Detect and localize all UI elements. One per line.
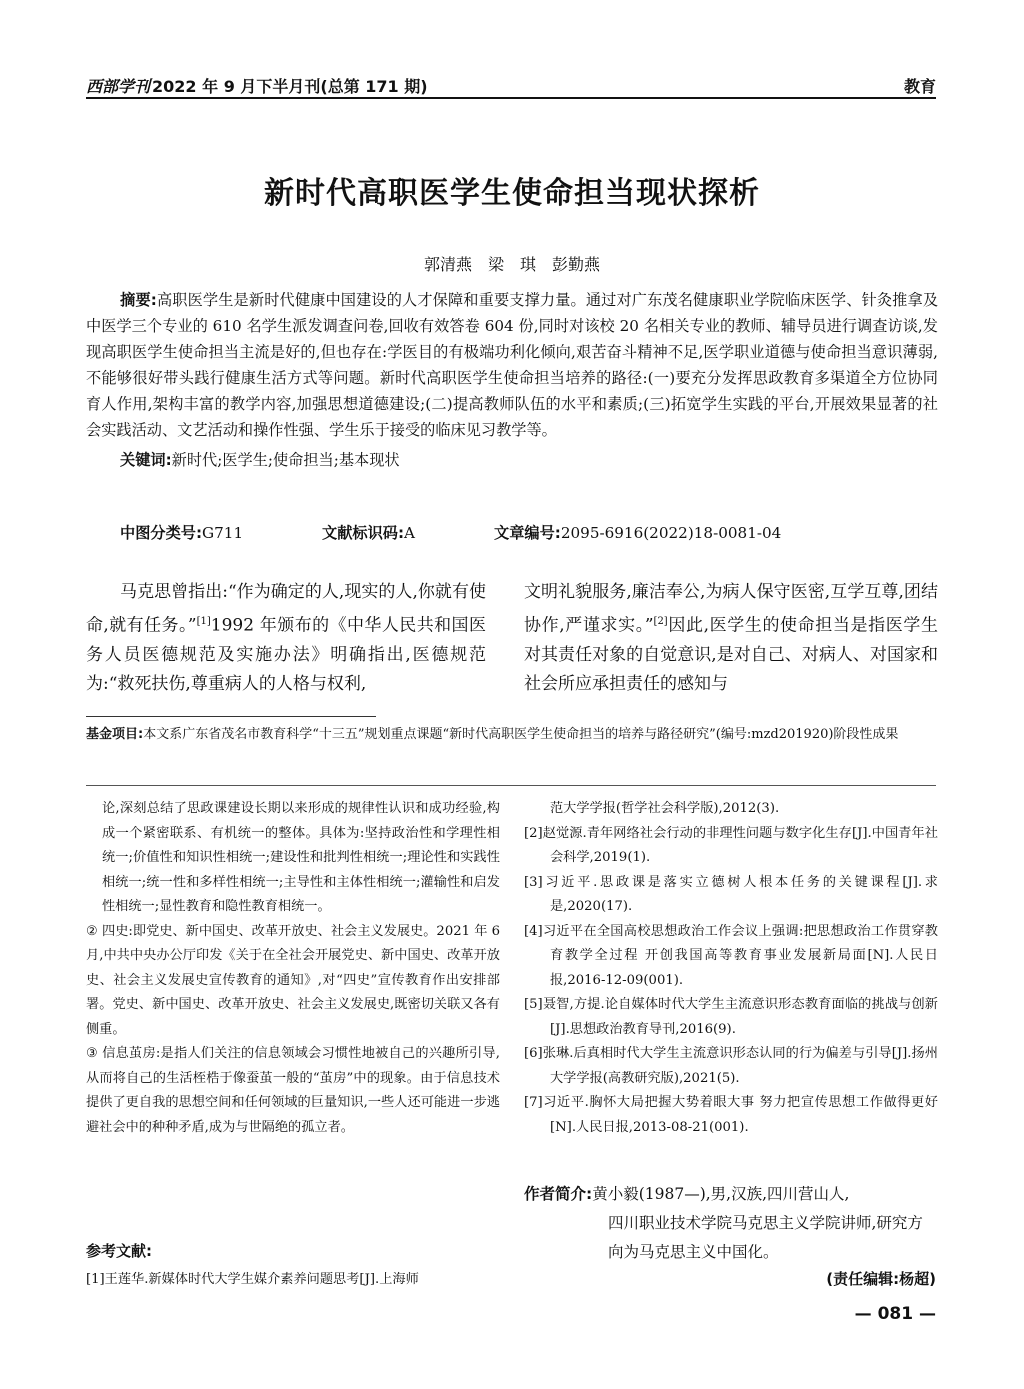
body-left-tail: 1992 年颁布的《中华人民共和国医务人员医德规范及实施办法》明确指出,医德规范为:“救死扶伤,尊重病人的人格与权利, <box>86 615 486 694</box>
reference-item: [4]习近平在全国高校思想政治工作会议上强调:把思想政治工作贯穿教育教学全过程 开创我国高等教育事业发展新局面[N].人民日报,2016-12-09(001). <box>524 923 938 988</box>
body-right-tail: 因此,医学生的使命担当是指医学生对其责任对象的自觉意识,是对自己、对病人、对国家和社会所应承担责任的感知与 <box>524 615 938 694</box>
classification <box>120 522 243 543</box>
reference-item: [5]聂智,方提.论自媒体时代大学生主流意识形态教育面临的挑战与创新[J].思想政治教育导刊,2016(9). <box>524 997 938 1037</box>
author-list: 郭清燕 梁 琪 彭勤燕 <box>423 255 600 274</box>
article-number-label: 文章编号: <box>494 524 561 542</box>
references-left <box>86 1268 500 1293</box>
abstract-text: 高职医学生是新时代健康中国建设的人才保障和重要支撑力量。通过对广东茂名健康职业学院临床医学、针灸推拿及中医学三个专业的 610 名学生派发调查问卷,回收有效答卷 604 份,同时对该校 20 名相关专业的教师、辅导员进行调查访谈,发现高职医学生使命担当主流是好的,但也存在:学医目的有极端功利化倾向,艰苦奋斗精神不足,医学职业道德与使命担当意识薄弱,不能够很好带头践行健康生活方式等问题。新时代高职医学生使命担当培养的路径:(一)要充分发挥思政教育多渠道全方位协同育人作用,架构丰富的教学内容,加强思想道德建设;(二)提高教师队伍的水平和素质;(三)拓宽学生实践的平台,开展效果显著的社会实践活动、文艺活动和操作性强、学生乐于接受的临床见习教学等。 <box>86 291 939 439</box>
keywords-text: 新时代;医学生;使命担当;基本现状 <box>171 451 400 469</box>
journal-header <box>86 74 428 97</box>
reference-item-continued: 范大学学报(哲学社会科学版),2012(3). <box>550 801 780 816</box>
header-rule <box>86 97 936 99</box>
note-1-continued: 论,深刻总结了思政课建设长期以来形成的规律性认识和成功经验,构成一个紧密联系、有机统一的整体。具体为:坚持政治性和学理性相统一;价值性和知识性相统一;建设性和批判性相统一;理论性和实践性相统一;统一性和多样性相统一;主导性和主体性相统一;灌输性和启发性相统一;显性教育和隐性教育相统一。 <box>102 801 500 914</box>
reference-item: [6]张琳.后真相时代大学生主流意识形态认同的行为偏差与引导[J].扬州大学学报(高教研究版),2021(5). <box>524 1046 938 1086</box>
article-title: 新时代高职医学生使命担当现状探析 <box>264 176 760 211</box>
classification-label: 中图分类号: <box>120 524 203 542</box>
fund-text: 本文系广东省茂名市教育科学“十三五”规划重点课题“新时代高职医学生使命担当的培养与路径研究”(编号:mzd201920)阶段性成果 <box>143 727 899 742</box>
section-rule <box>86 785 936 786</box>
references-right <box>524 797 938 1140</box>
author-intro-rest: 四川职业技术学院马克思主义学院讲师,研究方向为马克思主义中国化。 <box>608 1214 923 1261</box>
body-right-column <box>524 578 938 699</box>
notes-list <box>86 797 500 1140</box>
footnote-rule <box>86 716 376 717</box>
abstract-label: 摘要: <box>120 291 157 309</box>
fund-note <box>86 724 938 746</box>
note-3: ③ 信息茧房:是指人们关注的信息领域会习惯性地被自己的兴趣所引导,从而将自己的生活桎梏于像蚕茧一般的“茧房”中的现象。由于信息技术提供了更自我的思想空间和任何领域的巨量知识,一些人还可能进一步逃避社会中的种种矛盾,成为与世隔绝的孤立者。 <box>86 1046 500 1135</box>
citation-1: [1] <box>196 616 211 627</box>
keywords-label: 关键词: <box>120 451 172 469</box>
keywords <box>86 447 938 473</box>
author-intro-label: 作者简介: <box>524 1185 593 1203</box>
fund-label: 基金项目: <box>86 727 144 742</box>
citation-2: [2] <box>653 616 668 627</box>
references-title: 参考文献: <box>86 1242 152 1260</box>
doc-code-label: 文献标识码: <box>322 524 405 542</box>
reference-item: [3]习近平.思政课是落实立德树人根本任务的关键课程[J].求是,2020(17). <box>524 874 938 914</box>
reference-item: [7]习近平.胸怀大局把握大势着眼大事 努力把宣传思想工作做得更好[N].人民日报,2013-08-21(001). <box>524 1095 938 1135</box>
reference-item: [1]王莲华.新媒体时代大学生媒介素养问题思考[J].上海师 <box>86 1272 419 1287</box>
journal-logo: 西部学刊 <box>86 77 151 96</box>
body-left-text: 马克思曾指出:“作为确定的人,现实的人,你就有使命,就有任务。” <box>86 582 486 636</box>
page-number: — 081 — <box>854 1304 936 1324</box>
abstract <box>86 287 938 473</box>
doc-code-value: A <box>404 524 415 542</box>
classification-value: G711 <box>202 524 244 542</box>
note-2: ② 四史:即党史、新中国史、改革开放史、社会主义发展史。2021 年 6 月,中共中央办公厅印发《关于在全社会开展党史、新中国史、改革开放史、社会主义发展史宣传教育的通知》,对“四史”宣传教育作出安排部署。党史、新中国史、改革开放史、社会主义发展史,既密切关联又各有侧重。 <box>86 923 500 1037</box>
body-left-column <box>86 578 486 699</box>
author-intro-first: 黄小毅(1987—),男,汉族,四川营山人, <box>592 1185 850 1203</box>
reference-item: [2]赵觉源.青年网络社会行动的非理性问题与数字化生存[J].中国青年社会科学,2019(1). <box>524 825 938 865</box>
doc-code <box>322 522 415 543</box>
article-number <box>494 522 781 543</box>
article-number-value: 2095-6916(2022)18-0081-04 <box>560 524 782 542</box>
section-label: 教育 <box>903 77 936 96</box>
issue-info: 2022 年 9 月下半月刊(总第 171 期) <box>152 77 428 96</box>
body-right-text: 文明礼貌服务,廉洁奉公,为病人保守医密,互学互尊,团结协作,严谨求实。” <box>524 582 938 636</box>
editor-note: (责任编辑:杨超) <box>826 1270 936 1288</box>
author-intro <box>524 1180 938 1267</box>
